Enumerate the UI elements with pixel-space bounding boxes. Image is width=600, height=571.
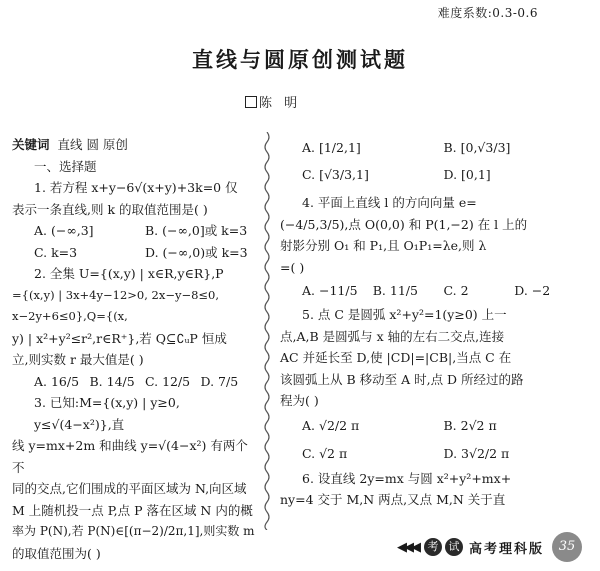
page-title: 直线与圆原创测试题 xyxy=(192,48,408,72)
left-column xyxy=(12,134,256,564)
q4-option-d: D. −2 xyxy=(514,283,551,298)
q3-line-1: 3. 已知:M={(x,y) | y≥0, y≤√(4−x²)},直 xyxy=(34,395,180,432)
author-box-icon xyxy=(245,96,257,108)
q1-option-a: A. (−∞,3] xyxy=(34,223,94,238)
arrows-icon: ◀◀◀ xyxy=(396,539,418,555)
q4-line-3: 射影分别 O₁ 和 P₁,且 O₁P₁=λe,则 λ xyxy=(280,238,487,253)
q5-options-row-1 xyxy=(280,412,585,440)
q5-option-a: A. √2/2 π xyxy=(302,417,360,433)
q5-option-b: B. 2√2 π xyxy=(443,417,497,433)
badge-shi: 试 xyxy=(445,538,463,556)
q2-option-c: C. 12/5 xyxy=(145,373,191,389)
keywords: 直线 圆 原创 xyxy=(57,137,128,152)
brand-label: 高考理科版 xyxy=(468,541,544,557)
q5-option-d: D. 3√2/2 π xyxy=(443,445,510,461)
q5-line-1: 5. 点 C 是圆弧 x²+y²=1(y≥0) 上一 xyxy=(302,307,507,322)
q3-line-3: 同的交点,它们围成的平面区域为 N,向区域 xyxy=(12,481,247,496)
q3-option-d: D. [0,1] xyxy=(443,167,491,182)
q2-option-d: D. 7/5 xyxy=(200,373,239,389)
q2-option-a: A. 16/5 xyxy=(34,373,80,389)
q2-line-3: y) | x²+y²≤r²,r∈R⁺},若 Q⊆∁ᵤP 恒成 xyxy=(12,330,227,346)
q3-line-4: M 上随机投一点 P,点 P 落在区域 N 内的概 xyxy=(12,502,253,518)
column-divider xyxy=(263,132,271,530)
q3-line-6: 的取值范围为( ) xyxy=(12,545,101,561)
q5-option-c: C. √2 π xyxy=(302,445,348,461)
q1-option-d: D. (−∞,0)或 k=3 xyxy=(145,244,248,260)
author-name: 陈 明 xyxy=(259,96,302,111)
q5-line-3: AC 并延长至 D,使 |CD|=|CB|,当点 C 在 xyxy=(280,350,512,365)
q3-options-row-2 xyxy=(280,161,585,188)
q2-options-row xyxy=(12,371,256,393)
q5-line-4: 该圆弧上从 B 移动至 A 时,点 D 所经过的路 xyxy=(280,371,524,387)
q5-options-row-2 xyxy=(280,440,585,468)
q2-line-4: 立,则实数 r 最大值是( ) xyxy=(12,352,144,367)
q1-line-1: 1. 若方程 x+y−6√(x+y)+3k=0 仅 xyxy=(34,180,238,195)
q2-line-2: ={(x,y) | 3x+4y−12>0, 2x−y−8≤0, x−2y+6≤0},Q={(x, xyxy=(12,287,220,323)
q4-option-c: C. 2 xyxy=(443,283,469,298)
q1-option-c: C. k=3 xyxy=(34,244,78,260)
q5-line-2: 点,A,B 是圆弧与 x 轴的左右二交点,连接 xyxy=(280,328,505,344)
right-column xyxy=(280,134,585,511)
q4-line-1: 4. 平面上直线 l 的方向向量 e= xyxy=(302,195,477,210)
q4-option-a: A. −11/5 xyxy=(302,283,358,298)
q6-line-2: ny=4 交于 M,N 两点,又点 M,N 关于直 xyxy=(280,492,506,507)
q1-options-row-1 xyxy=(12,220,256,242)
q4-line-4: =( ) xyxy=(280,259,305,275)
keywords-line xyxy=(12,134,256,156)
author xyxy=(245,92,301,111)
q5-line-5: 程为( ) xyxy=(280,393,319,408)
footer xyxy=(397,534,582,560)
q1-option-b: B. (−∞,0]或 k=3 xyxy=(145,223,248,238)
q1-options-row-2 xyxy=(12,242,256,264)
q2-line-1: 2. 全集 U={(x,y) | x∈R,y∈R},P xyxy=(34,266,224,281)
keywords-label: 关键词 xyxy=(12,137,50,152)
q3-option-a: A. [1/2,1] xyxy=(302,140,361,155)
q3-option-b: B. [0,√3/3] xyxy=(443,140,511,155)
page-number: 35 xyxy=(552,532,582,562)
q3-line-2: 线 y=mx+2m 和曲线 y=√(4−x²) 有两个不 xyxy=(12,438,248,475)
q3-line-5: 率为 P(N),若 P(N)∈[(π−2)/2π,1],则实数 m xyxy=(12,524,255,538)
q1-line-2: 表示一条直线,则 k 的取值范围是( ) xyxy=(12,201,208,217)
q4-option-b: B. 11/5 xyxy=(372,283,418,298)
q3-options-row-1 xyxy=(280,134,585,161)
q6-line-1: 6. 设直线 2y=mx 与圆 x²+y²+mx+ xyxy=(302,470,512,486)
section-heading: 一、选择题 xyxy=(34,158,97,174)
difficulty-label: 难度系数:0.3-0.6 xyxy=(437,6,538,20)
q4-line-2: (−4/5,3/5),点 O(0,0) 和 P(1,−2) 在 l 上的 xyxy=(280,216,528,232)
q2-option-b: B. 14/5 xyxy=(89,373,135,389)
q3-option-c: C. [√3/3,1] xyxy=(302,167,369,182)
q4-options-row xyxy=(280,278,585,304)
badge-kao: 考 xyxy=(424,538,442,556)
